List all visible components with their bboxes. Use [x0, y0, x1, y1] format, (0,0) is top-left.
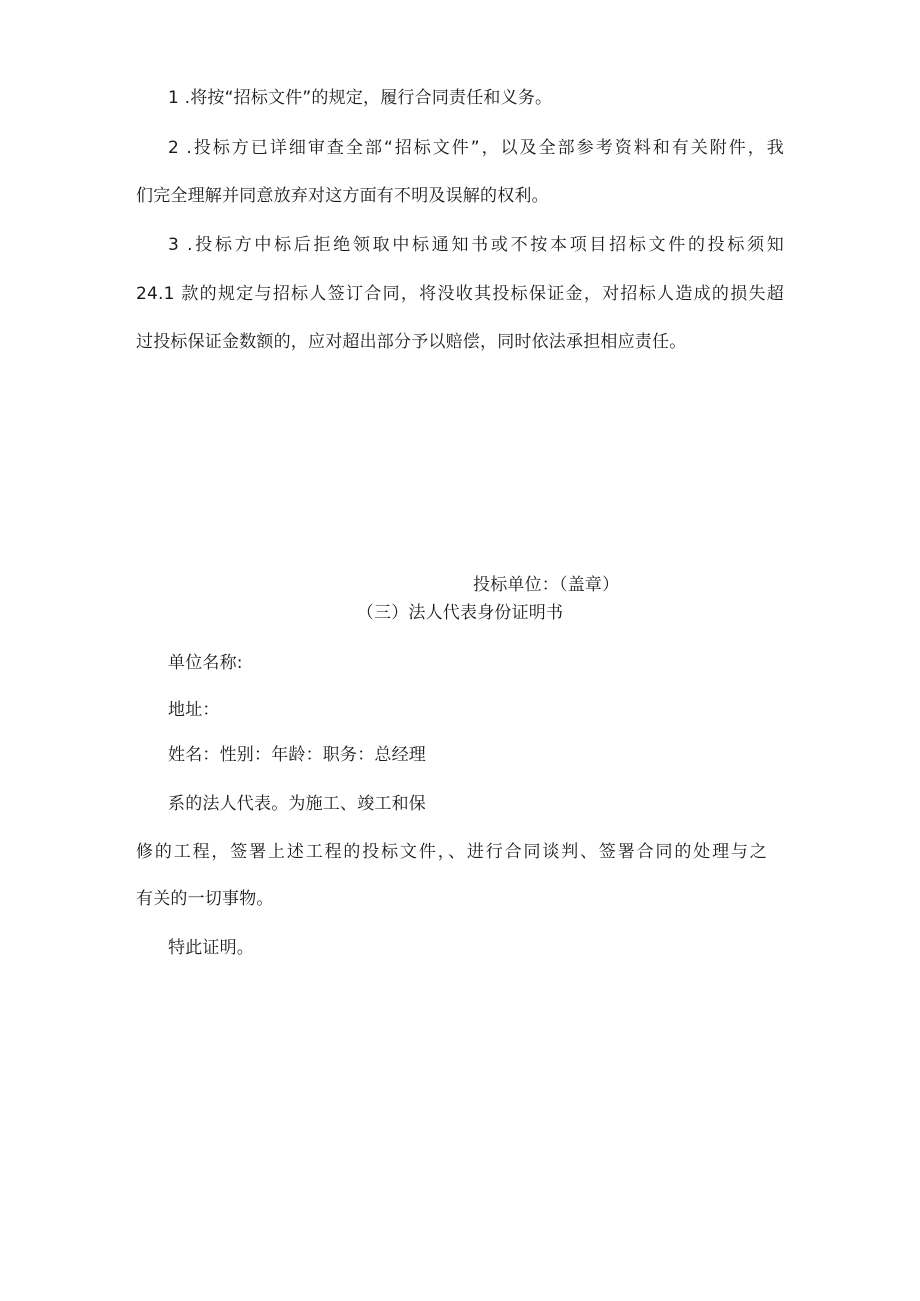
address-label: 地址：	[168, 700, 220, 720]
legal-rep-line: 系的法人代表。为施工、竣工和保	[168, 794, 426, 814]
affairs-line: 有关的一切事物。	[136, 889, 274, 909]
clause-1: 1 .将按“招标文件”的规定，履行合同责任和义务。	[168, 88, 553, 108]
person-info-line: 姓名：性别：年龄：职务：总经理	[168, 745, 426, 765]
unit-name-label: 单位名称:	[168, 653, 243, 673]
clause-2-line-1: 2 .投标方已详细审查全部“招标文件”，以及全部参考资料和有关附件，我	[168, 138, 784, 158]
section-title: （三）法人代表身份证明书	[356, 603, 564, 623]
clause-2-line-2: 们完全理解并同意放弃对这方面有不明及误解的权利。	[136, 186, 549, 206]
certify-line: 特此证明。	[168, 938, 254, 958]
clause-3-line-1: 3 .投标方中标后拒绝领取中标通知书或不按本项目招标文件的投标须知	[168, 235, 784, 255]
bidder-unit-signature: 投标单位：（盖章）	[473, 575, 620, 595]
authorization-line: 修的工程，签署上述工程的投标文件，、进行合同谈判、签署合同的处理与之	[136, 842, 767, 862]
clause-3-line-2: 24.1 款的规定与招标人签订合同，将没收其投标保证金，对招标人造成的损失超	[136, 284, 784, 304]
clause-3-line-3: 过投标保证金数额的，应对超出部分予以赔偿，同时依法承担相应责任。	[136, 332, 687, 352]
